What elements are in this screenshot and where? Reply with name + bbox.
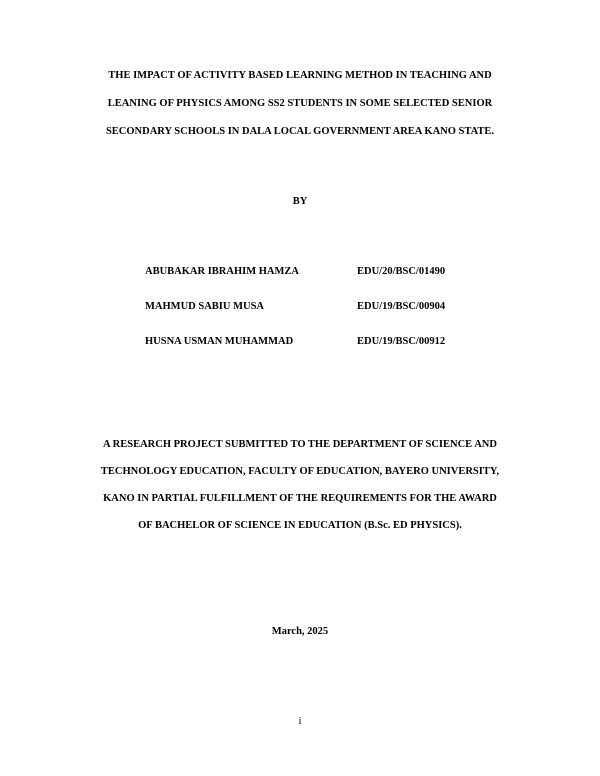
author-id-2: EDU/19/BSC/00904 xyxy=(357,301,446,312)
title-line-1: THE IMPACT OF ACTIVITY BASED LEARNING METHOD IN TEACHING AND xyxy=(108,70,492,81)
statement-line-1: A RESEARCH PROJECT SUBMITTED TO THE DEPARTMENT OF SCIENCE AND xyxy=(103,439,497,450)
statement-line-3: KANO IN PARTIAL FULFILLMENT OF THE REQUIREMENTS FOR THE AWARD xyxy=(103,493,497,504)
statement-line-2: TECHNOLOGY EDUCATION, FACULTY OF EDUCATION, BAYERO UNIVERSITY, xyxy=(100,466,500,477)
author-id-3: EDU/19/BSC/00912 xyxy=(357,336,446,347)
page-number: i xyxy=(298,716,302,727)
author-name-2: MAHMUD SABIU MUSA xyxy=(145,301,264,312)
author-name-3: HUSNA USMAN MUHAMMAD xyxy=(145,336,294,347)
author-id-1: EDU/20/BSC/01490 xyxy=(357,266,446,277)
title-line-3: SECONDARY SCHOOLS IN DALA LOCAL GOVERNMENT AREA KANO STATE. xyxy=(105,126,495,137)
author-name-1: ABUBAKAR IBRAHIM HAMZA xyxy=(145,266,300,277)
submission-date: March, 2025 xyxy=(271,626,329,637)
by-label: BY xyxy=(292,196,308,207)
statement-line-4: OF BACHELOR OF SCIENCE IN EDUCATION (B.Sc. ED PHYSICS). xyxy=(138,520,462,531)
title-line-2: LEANING OF PHYSICS AMONG SS2 STUDENTS IN SOME SELECTED SENIOR xyxy=(107,98,493,109)
